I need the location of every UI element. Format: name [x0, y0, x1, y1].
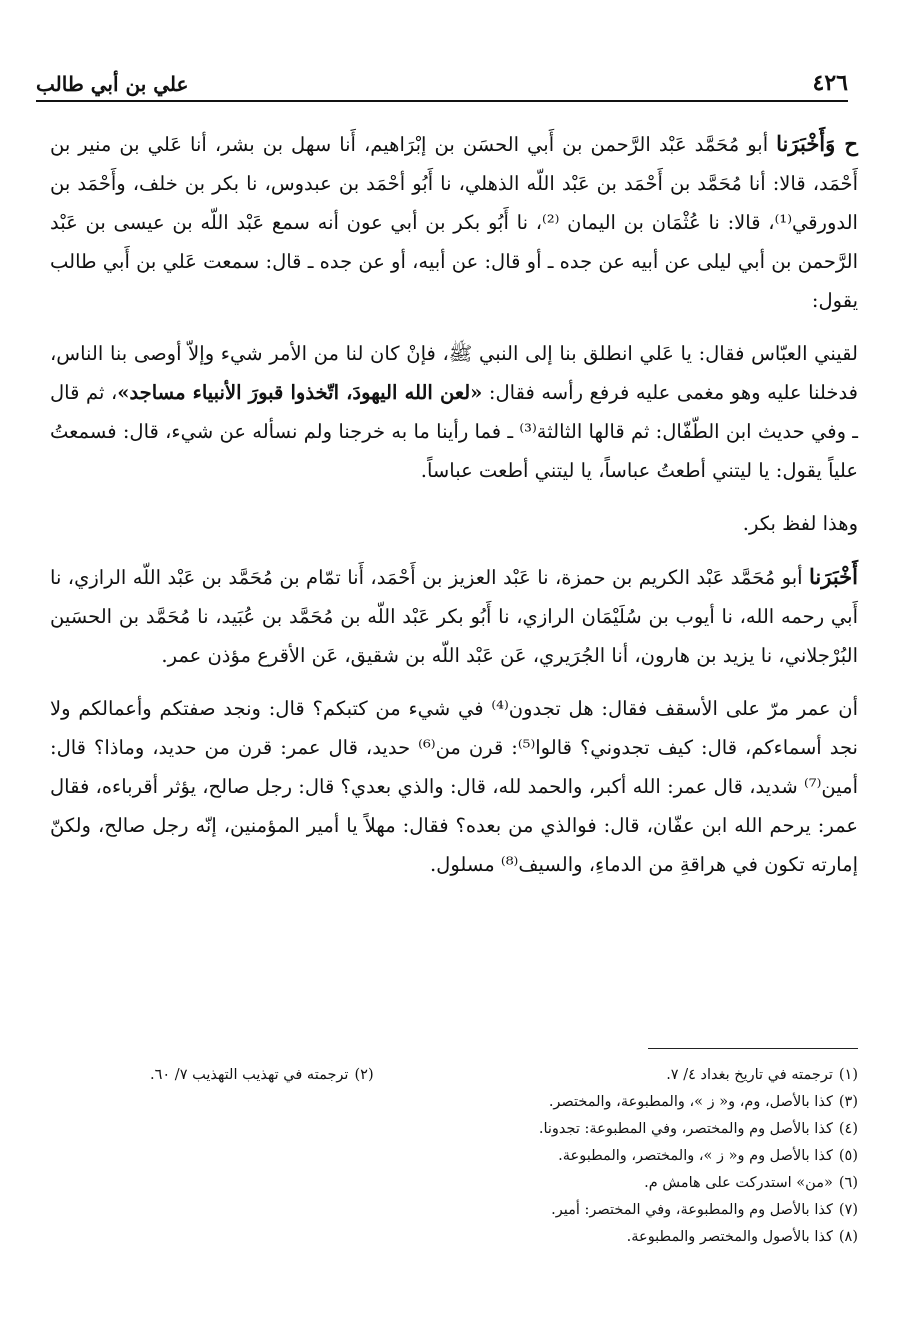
footnotes	[150, 1062, 858, 1251]
footnote-item	[150, 1197, 858, 1224]
footnote-item	[150, 1224, 858, 1251]
paragraph-isnad-2	[50, 557, 858, 675]
footnote-row	[150, 1062, 858, 1089]
paragraph-text: أن عمر مرّ على الأسقف فقال: هل تجدون⁽⁴⁾ في شيء من كتبكم؟ قال: ونجد صفتكم وأعمالكم ولا نجد أسماءكم، قال: كيف تجدوني؟ قالوا⁽⁵⁾: قرن من⁽⁶⁾ حديد، قال عمر: قرن من حديد، وماذا؟ قال: أمين⁽⁷⁾ شديد، قال عمر: الله أكبر، والحمد لله، قال: والذي بعدي؟ قال: رجل صالح، يؤثر أقرباءه، فقال عمر: يرحم الله ابن عفّان، قال: فوالذي من بعده؟ فقال: مهلاً يا أمير المؤمنين، إنّه رجل صالح، ولكنّ إمارته تكون في هراقةِ من الدماءِ، والسيف⁽⁸⁾ مسلول.	[50, 697, 858, 876]
page-header	[36, 62, 848, 102]
akhbarana-keyword: أَخْبَرَنا	[809, 564, 858, 589]
akhbarana-keyword: ح وَأَخْبَرَنا	[776, 131, 858, 156]
footnote-number: (٦)	[838, 1175, 858, 1191]
hadith-quote: «لعن الله اليهودَ، اتّخذوا قبورَ الأنبياء مساجد»	[117, 381, 483, 404]
footnote-text: «من» استدركت على هامش م.	[644, 1175, 833, 1191]
paragraph-isnad-1	[50, 124, 858, 320]
footnote-number: (١)	[838, 1067, 858, 1083]
footnote-text: ترجمته في تهذيب التهذيب ٧/ ٦٠.	[150, 1067, 349, 1083]
footnote-number: (٨)	[838, 1229, 858, 1245]
footnote-number: (٥)	[838, 1148, 858, 1164]
footnote-text: كذا بالأصل وم والمختصر، وفي المطبوعة: تجدونا.	[538, 1121, 833, 1137]
footnote-divider	[648, 1048, 858, 1049]
paragraph-text: أبو مُحَمَّد عَبْد الكريم بن حمزة، نا عَبْد العزيز بن أَحْمَد، أَنا تمّام بن مُحَمَّد بن عَبْد اللّه الرازي، نا أَبي رحمه الله، نا أيوب بن سُلَيْمَان الرازي، نا أَبُو بكر عَبْد اللّه بن مُحَمَّد بن عُبَيد، نا مُحَمَّد بن الحسَين البُرْجلاني، نا يزيد بن هارون، أنا الجُرَيري، عَن عَبْد اللّه بن شقيق، عَن الأقرع مؤذن عمر.	[50, 566, 858, 667]
footnote-number: (٤)	[838, 1121, 858, 1137]
footnote-number: (٢)	[354, 1067, 374, 1083]
paragraph-text: أبو مُحَمَّد عَبْد الرَّحمن بن أَبي الحسَن بن إبْرَاهيم، أَنا سهل بن بشر، أنا عَلي بن منير بن أَحْمَد، قالا: أنا مُحَمَّد بن أَحْمَد بن عَبْد اللّه الذهلي، نا أَبُو أحْمَد بن عبدوس، نا بكر بن خلف، وأَحْمَد بن الدورقي⁽¹⁾، قالا: نا عُثْمَان بن اليمان ⁽²⁾، نا أَبُو بكر بن أبي عون أنه سمع عَبْد اللّه بن عيسى بن عَبْد الرَّحمن بن أبي ليلى عن أبيه عن جده ـ أو قال: عن أبيه، أو عن جده ـ قال: سمعت عَلي بن أَبي طالب يقول:	[50, 133, 858, 312]
running-title: علي بن أبي طالب	[36, 72, 189, 96]
page-number: ٤٢٦	[812, 70, 848, 96]
main-text	[50, 124, 858, 898]
footnote-text: ترجمته في تاريخ بغداد ٤/ ٧.	[666, 1067, 833, 1083]
footnote-number: (٣)	[838, 1094, 858, 1110]
footnote-text: كذا بالأصول والمختصر والمطبوعة.	[626, 1229, 833, 1245]
footnote-item	[150, 1116, 858, 1143]
footnote-item	[150, 1089, 858, 1116]
footnote-text: كذا بالأصل وم والمطبوعة، وفي المختصر: أمير.	[551, 1202, 833, 1218]
footnote-item	[150, 1143, 858, 1170]
footnote-item	[150, 1170, 858, 1197]
footnote-item	[150, 1062, 374, 1089]
footnote-item	[666, 1062, 858, 1089]
paragraph-matn-2	[50, 689, 858, 884]
footnote-number: (٧)	[838, 1202, 858, 1218]
paragraph-matn-1	[50, 334, 858, 490]
paragraph-text: لقيني العبّاس فقال: يا عَلي انطلق بنا إلى النبي ﷺ، فإنْ كان لنا من الأمر شيء وإلاّ أوصى بنا الناس، فدخلنا عليه وهو مغمى عليه فرفع رأسه فقال:	[50, 342, 859, 404]
paragraph-text: وهذا لفظ بكر.	[742, 512, 858, 535]
footnote-text: كذا بالأصل، وم، و« ز »، والمطبوعة، والمختصر.	[548, 1094, 833, 1110]
footnote-text: كذا بالأصل وم و« ز »، والمختصر، والمطبوعة.	[558, 1148, 833, 1164]
paragraph-note	[50, 504, 858, 543]
paragraph-text: ، ثم قال ـ وفي حديث ابن الطّفّال: ثم قالها الثالثة⁽³⁾ ـ فما رأينا ما به خرجنا ولم نسأله عن شيء، قال: فسمعتُ علياً يقول: يا ليتني أطعتُ عباساً، يا ليتني أطعت عباساً.	[50, 381, 858, 482]
